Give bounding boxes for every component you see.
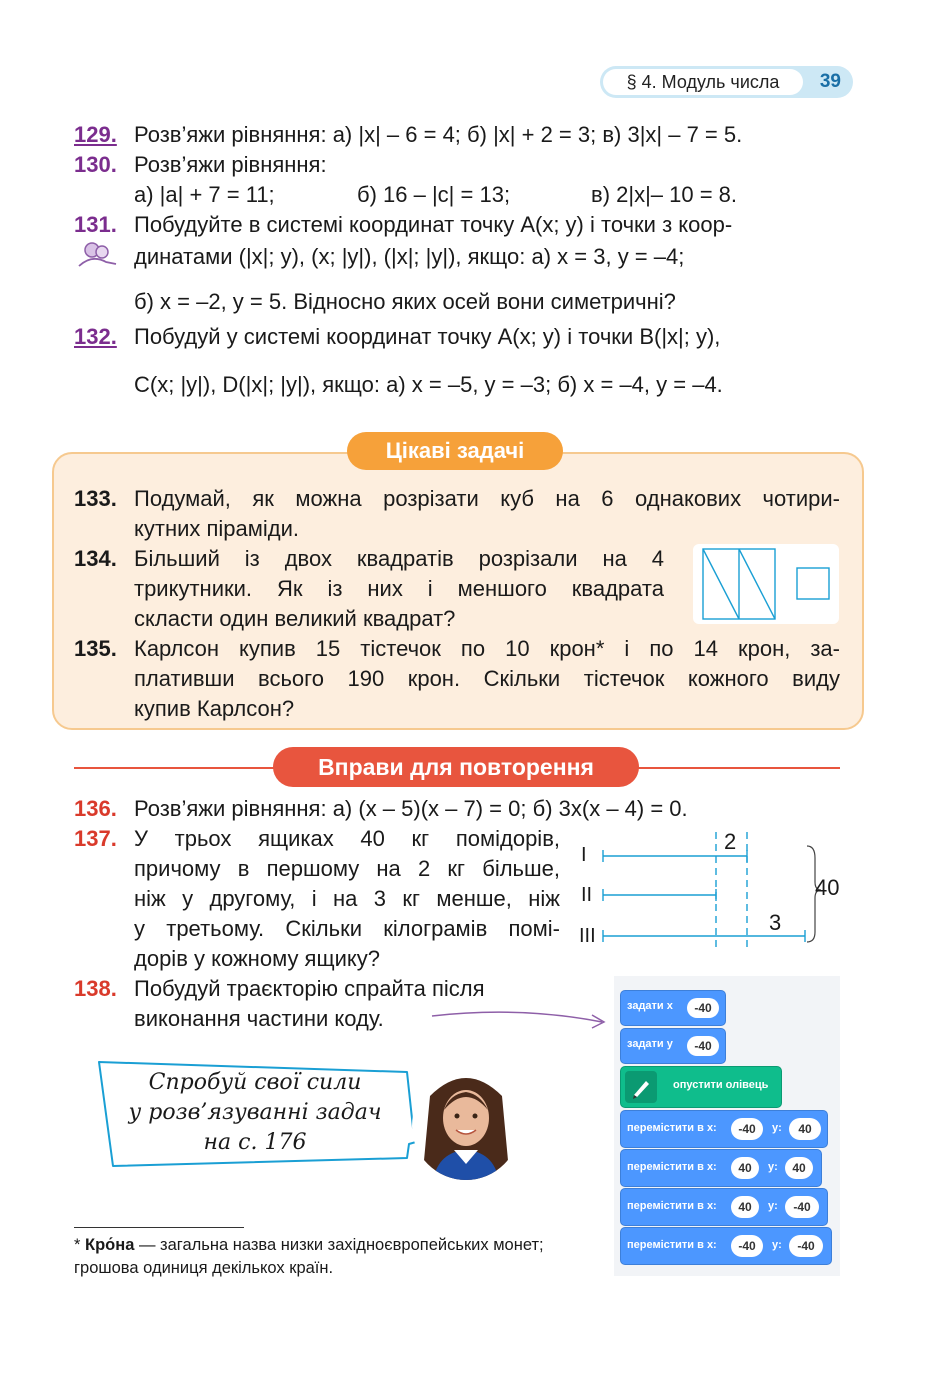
exercise-number-129[interactable]: 129. <box>74 122 117 147</box>
footnote-mark: * <box>74 1236 86 1254</box>
exercise-number-132[interactable]: 132. <box>74 324 117 349</box>
exercise-134-line1: Більший із двох квадратів розрізали на 4 <box>134 546 664 571</box>
set-y-value[interactable]: -40 <box>687 1036 719 1056</box>
bubble-line-1: Спробуй свої сили <box>148 1070 362 1095</box>
difference-label-2: 2 <box>724 829 737 854</box>
exercise-number-137: 137. <box>74 826 117 851</box>
pen-extension-icon <box>625 1071 657 1103</box>
page-number: 39 <box>819 71 841 92</box>
section-title: § 4. Модуль числа <box>603 69 803 95</box>
bubble-text <box>110 1068 400 1158</box>
scratch-set-y-block[interactable] <box>620 1028 726 1064</box>
move-label: перемістити в x: <box>627 1122 717 1134</box>
exercise-138-line2: виконання частини коду. <box>134 1006 384 1031</box>
scratch-move-block-1[interactable] <box>620 1110 828 1148</box>
scratch-pen-down-block[interactable] <box>620 1066 782 1108</box>
move-y-label: y: <box>772 1239 782 1251</box>
exercise-131-line1: Побудуйте в системі координат точку A(x; y) і точки з коор- <box>134 212 733 237</box>
move-y-value[interactable]: -40 <box>785 1196 819 1218</box>
exercise-130-line1: Розв’яжи рівняння: <box>134 152 327 177</box>
move-y-value[interactable]: -40 <box>789 1235 823 1257</box>
exercise-135-line2: плативши всього 190 крон. Скільки тістечок кожного виду <box>134 666 840 691</box>
set-x-label: задати x <box>627 1000 673 1012</box>
pen-down-label: опустити олівець <box>673 1079 769 1091</box>
scratch-set-x-block[interactable] <box>620 990 726 1026</box>
move-y-value[interactable]: 40 <box>785 1157 813 1179</box>
scratch-move-block-4[interactable] <box>620 1227 832 1265</box>
exercise-132-line2: C(x; |y|), D(|x|; |y|), якщо: а) x = –5, y = –3; б) x = –4, y = –4. <box>134 372 723 397</box>
footnote-term: Кро́на <box>85 1236 135 1254</box>
bubble-line-3: на с. 176 <box>203 1130 307 1155</box>
move-y-label: y: <box>768 1200 778 1212</box>
set-y-label: задати y <box>627 1038 673 1050</box>
move-x-value[interactable]: 40 <box>731 1196 759 1218</box>
exercise-135-line3: купив Карлсон? <box>134 696 295 721</box>
exercise-138-line1: Побудуй траєкторію спрайта після <box>134 976 485 1001</box>
row-label-1: I <box>581 844 587 866</box>
move-x-value[interactable]: 40 <box>731 1157 759 1179</box>
exercise-136-text: Розв’яжи рівняння: а) (x – 5)(x – 7) = 0; б) 3x(x – 4) = 0. <box>134 796 688 821</box>
exercise-130-b: б) 16 – |c| = 13; <box>357 182 511 207</box>
exercise-number-133: 133. <box>74 486 117 511</box>
move-label: перемістити в x: <box>627 1200 717 1212</box>
exercise-number-135: 135. <box>74 636 117 661</box>
interesting-tasks-title: Цікаві задачі <box>347 432 563 470</box>
exercise-134-line3: скласти один великий квадрат? <box>134 606 456 631</box>
exercise-134-line2: трикутники. Як із них і меншого квадрата <box>134 576 664 601</box>
exercise-135-line1: Карлсон купив 15 тістечок по 10 крон* і по 14 крон, за- <box>134 636 840 661</box>
scratch-move-block-3[interactable] <box>620 1188 828 1226</box>
move-label: перемістити в x: <box>627 1239 717 1251</box>
exercise-131-line3: б) x = –2, y = 5. Відносно яких осей вони симетричні? <box>134 289 676 314</box>
move-y-label: y: <box>768 1161 778 1173</box>
bubble-line-2: у розв’язуванні задач <box>128 1100 382 1125</box>
page-header <box>600 66 853 98</box>
move-x-value[interactable]: -40 <box>731 1235 763 1257</box>
exercise-137-line5: дорів у кожному ящику? <box>134 946 380 971</box>
exercise-number-138: 138. <box>74 976 117 1001</box>
exercise-number-131: 131. <box>74 212 117 237</box>
exercise-137-line4: у третьому. Скільки кілограмів помі- <box>134 916 560 941</box>
exercise-133-line2: кутних піраміди. <box>134 516 300 541</box>
exercise-132-line1: Побудуй у системі координат точку A(x; y) і точки B(|x|; y), <box>134 324 721 349</box>
exercise-130-a: а) |a| + 7 = 11; <box>134 182 275 207</box>
exercise-133-line1: Подумай, як можна розрізати куб на 6 однакових чотири- <box>134 486 840 511</box>
boxes-diagram <box>575 828 845 956</box>
group-work-icon <box>76 240 120 268</box>
total-label: 40 <box>815 875 840 900</box>
exercise-number-134: 134. <box>74 546 117 571</box>
exercise-131-line2: динатами (|x|; y), (x; |y|), (|x|; |y|), якщо: а) x = 3, y = –4; <box>134 244 685 269</box>
exercise-137-line2: причому в першому на 2 кг більше, <box>134 856 560 881</box>
move-y-label: y: <box>772 1122 782 1134</box>
exercise-number-136: 136. <box>74 796 117 821</box>
pointer-arrow <box>430 1004 610 1034</box>
row-label-3: III <box>579 925 596 947</box>
set-x-value[interactable]: -40 <box>687 998 719 1018</box>
squares-figure <box>693 544 839 624</box>
exercise-129-text: Розв’яжи рівняння: а) |x| – 6 = 4; б) |x| + 2 = 3; в) 3|x| – 7 = 5. <box>134 122 743 147</box>
girl-avatar <box>410 1066 522 1186</box>
scratch-move-block-2[interactable] <box>620 1149 822 1187</box>
row-label-2: II <box>581 884 593 906</box>
move-x-value[interactable]: -40 <box>731 1118 763 1140</box>
difference-label-3: 3 <box>769 910 782 935</box>
move-label: перемістити в x: <box>627 1161 717 1173</box>
footnote-text: — загальна назва низки західноєвропейських монет; грошова одиниця декількох країн. <box>74 1236 544 1277</box>
exercise-137-line1: У трьох ящиках 40 кг помідорів, <box>134 826 560 851</box>
move-y-value[interactable]: 40 <box>789 1118 821 1140</box>
exercise-130-c: в) 2|x|– 10 = 8. <box>591 182 738 207</box>
footnote-rule <box>74 1227 244 1228</box>
exercise-number-130: 130. <box>74 152 117 177</box>
review-title: Вправи для повторення <box>273 747 639 787</box>
footnote <box>74 1234 594 1280</box>
exercise-137-line3: ніж у другому, і на 3 кг менше, ніж <box>134 886 560 911</box>
